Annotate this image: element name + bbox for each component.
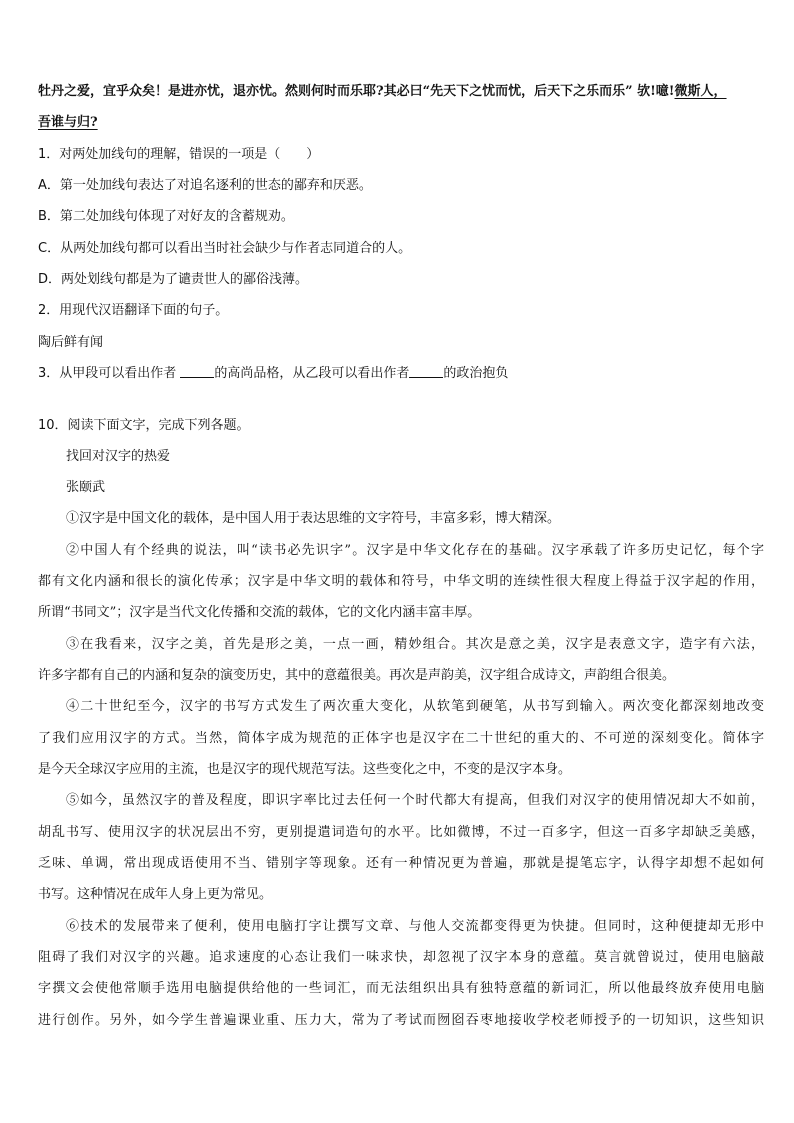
question-1: 1．对两处加线句的理解，错误的一项是（ ） <box>38 147 320 162</box>
paragraph-3-line-1: ③在我看来，汉字之美，首先是形之美，一点一画，精妙组合。其次是意之美，汉字是表意文字，造字有六法， <box>66 637 764 652</box>
option-b: B．第二处加线句体现了对好友的含蓄规劝。 <box>38 209 294 224</box>
article-author: 张颐武 <box>66 480 106 495</box>
paragraph-6-line-4: 进行创作。另外，如今学生普遍课业重、压力大，常为了考试而囫囵吞枣地接收学校老师授予的一切知识，这些知识 <box>38 1013 764 1028</box>
passage-text: 牡丹之爱，宜乎众矣！是进亦忧，退亦忧。然则何时而乐耶?其必曰“先天下之忧而忧，后天下之乐而乐” 欤!噫! <box>38 84 675 99</box>
option-a: A．第一处加线句表达了对追名逐利的世态的鄙弃和厌恶。 <box>38 178 372 193</box>
paragraph-5-line-1: ⑤如今，虽然汉字的普及程度，即识字率比过去任何一个时代都大有提高，但我们对汉字的使用情况却大不如前， <box>66 793 764 808</box>
article-title: 找回对汉字的热爱 <box>66 449 171 464</box>
paragraph-2-line-2: 都有文化内涵和很长的演化传承；汉字是中华文明的载体和符号，中华文明的连续性很大程度上得益于汉字起的作用， <box>38 574 764 589</box>
underlined-sentence: 吾谁与归? <box>38 115 98 130</box>
paragraph-3-line-2: 许多字都有自己的内涵和复杂的演变历史，其中的意蕴很美。再次是声韵美，汉字组合成诗文，声韵组合很美。 <box>38 668 676 683</box>
paragraph-4-line-3: 是今天全球汉字应用的主流，也是汉字的现代规范写法。这些变化之中，不变的是汉字本身。 <box>38 762 572 777</box>
paragraph-6-line-3: 字撰文会使他常顺手选用电脑提供给他的一些词汇，而无法组织出具有独特意蕴的新词汇，所以他最终放弃使用电脑 <box>38 981 764 996</box>
paragraph-2-line-1: ②中国人有个经典的说法，叫“读书必先识字”。汉字是中华文化存在的基础。汉字承载了许多历史记忆，每个字 <box>66 543 764 558</box>
section-10-heading: 10．阅读下面文字，完成下列各题。 <box>38 418 250 433</box>
translation-sentence: 陶后鲜有闻 <box>38 335 104 350</box>
paragraph-6-line-1: ⑥技术的发展带来了便利，使用电脑打字让撰写文章、与他人交流都变得更为快捷。但同时，这种便捷却无形中 <box>66 919 764 934</box>
paragraph-4-line-1: ④二十世纪至今，汉字的书写方式发生了两次重大变化，从软笔到硬笔，从书写到输入。两次变化都深刻地改变 <box>66 699 764 714</box>
paragraph-1: ①汉字是中国文化的载体，是中国人用于表达思维的文字符号，丰富多彩，博大精深。 <box>66 511 561 526</box>
option-d: D．两处划线句都是为了谴责世人的鄙俗浅薄。 <box>38 272 309 287</box>
paragraph-5-line-3: 乏味、单调，常出现成语使用不当、错别字等现象。还有一种情况更为普遍，那就是提笔忘字，认得字却想不起如何 <box>38 856 764 871</box>
paragraph-5-line-4: 书写。这种情况在成年人身上更为常见。 <box>38 887 273 902</box>
passage-line-1 <box>38 83 764 101</box>
paragraph-6-line-2: 阻碍了我们对汉字的兴趣。追求速度的心态让我们一味求快，却忽视了汉字本身的意蕴。莫言就曾说过，使用电脑敲 <box>38 950 764 965</box>
paragraph-2-line-3: 所谓“书同文”；汉字是当代文化传播和交流的载体，它的文化内涵丰富丰厚。 <box>38 605 481 620</box>
underlined-sentence: 微斯人， <box>674 84 727 99</box>
answer-blank <box>180 365 214 378</box>
question-2: 2．用现代汉语翻译下面的句子。 <box>38 303 229 318</box>
question-3: 3．从甲段可以看出作者 的高尚品格，从乙段可以看出作者 的政治抱负 <box>38 366 509 381</box>
paragraph-4-line-2: 了我们应用汉字的方式。当然，简体字成为规范的正体字也是汉字在二十世纪的重大的、不可逆的深刻变化。简体字 <box>38 731 764 746</box>
paragraph-5-line-2: 胡乱书写、使用汉字的状况层出不穷，更别提遣词造句的水平。比如微博，不过一百多字，但这一百多字却缺乏美感， <box>38 825 764 840</box>
option-c: C．从两处加线句都可以看出当时社会缺少与作者志同道合的人。 <box>38 241 412 256</box>
answer-blank <box>409 365 443 378</box>
passage-line-2 <box>38 114 764 132</box>
